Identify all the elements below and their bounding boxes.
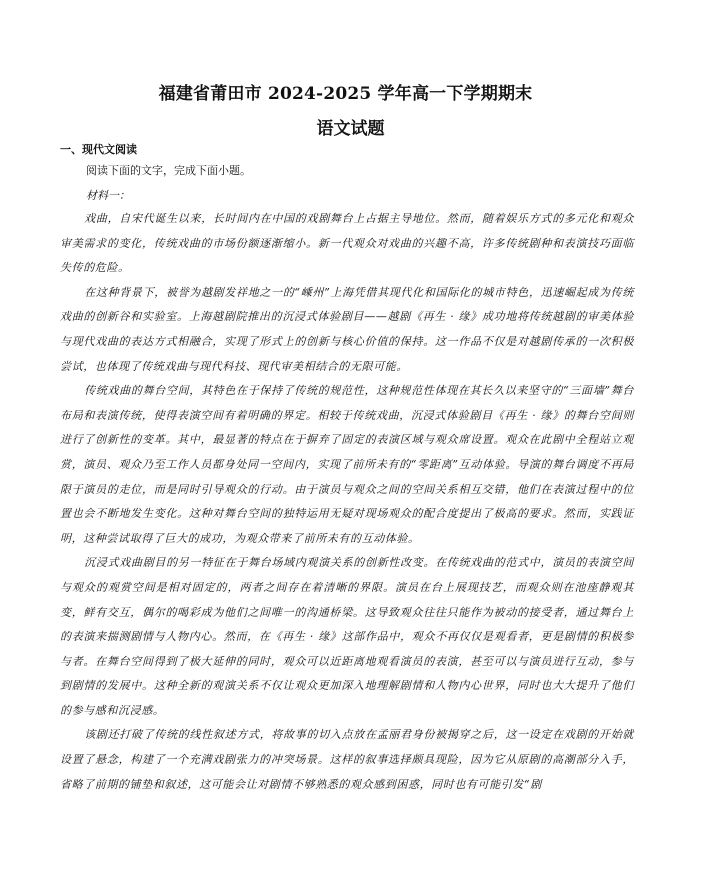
paragraph-1: 戏曲，自宋代诞生以来，长时间内在中国的戏剧舞台上占据主导地位。然而，随着娱乐方式的多元化和观众审美需求的变化，传统戏曲的市场份额逐渐缩小。新一代观众对戏曲的兴趣不高，许多传统剧种和表演技巧面临失传的危险。 [60,212,634,275]
document-title: 福建省莆田市 2024-2025 学年高一下学期期末 [158,84,533,104]
paragraph-2: 在这种背景下，被誉为越剧发祥地之一的“嵊州”上海凭借其现代化和国际化的城市特色，迅速崛起成为传统戏曲的创新谷和实验室。上海越剧院推出的沉浸式体验剧目——越剧《再生 · 缘》成功地将传统越剧的审美体验与现代戏曲的表达方式相融合，实现了形式上的创新与核心价值的保持。这一作品不仅是对越剧传承的一次积极尝试，也体现了传统戏曲与现代科技、现代审美相结合的无限可能。 [60,285,634,373]
document-subtitle: 语文试题 [316,119,385,139]
reading-instruction: 阅读下面的文字，完成下面小题。 [86,164,251,177]
section-heading: 一、现代文阅读 [60,143,137,156]
passage-body [60,207,634,797]
paragraph-5: 该剧还打破了传统的线性叙述方式，将故事的切入点放在孟丽君身份被揭穿之后，这一设定在戏剧的开始就设置了悬念，构建了一个充满戏剧张力的冲突场景。这样的叙事选择颇具现险，因为它从原剧的高潮部分入手，省略了前期的铺垫和叙述，这可能会让对剧情不够熟悉的观众感到困惑，同时也有可能引发“剧 [60,728,634,791]
paragraph-4: 沉浸式戏曲剧目的另一特征在于舞台场域内观演关系的创新性改变。在传统戏曲的范式中，演员的表演空间与观众的观赏空间是相对固定的，两者之间存在着清晰的界限。演员在台上展现技艺，而观众则在池座静观其变，鲜有交互，偶尔的喝彩成为他们之间唯一的沟通桥梁。这导致观众往往只能作为被动的接受者，通过舞台上的表演来揣测剧情与人物内心。然而，在《再生 · 缘》这部作品中，观众不再仅仅是观看者，更是剧情的积极参与者。在舞台空间得到了极大延伸的同时，观众可以近距离地观看演员的表演，甚至可以与演员进行互动，参与到剧情的发展中。这种全新的观演关系不仅让观众更加深入地理解剧情和人物内心世界，同时也大大提升了他们的参与感和沉浸感。 [60,556,634,717]
material-label: 材料一： [86,189,130,202]
paragraph-3: 传统戏曲的舞台空间，其特色在于保持了传统的规范性，这种规范性体现在其长久以来坚守的“三面墙”舞台布局和表演传统，使得表演空间有着明确的界定。相较于传统戏曲，沉浸式体验剧目《再生 · 缘》的舞台空间则进行了创新性的变革。其中，最显著的特点在于摒弃了固定的表演区域与观众席设置。观众在此剧中全程站立观赏，演员、观众乃至工作人员都身处同一空间内，实现了前所未有的“零距离”互动体验。导演的舞台调度不再局限于演员的走位，而是同时引导观众的行动。由于演员与观众之间的空间关系相互交错，他们在表演过程中的位置也会不断地发生变化。这种对舞台空间的独特运用无疑对现场观众的配合度提出了极高的要求。然而，实践证明，这种尝试取得了巨大的成功，为观众带来了前所未有的互动体验。 [60,384,634,545]
